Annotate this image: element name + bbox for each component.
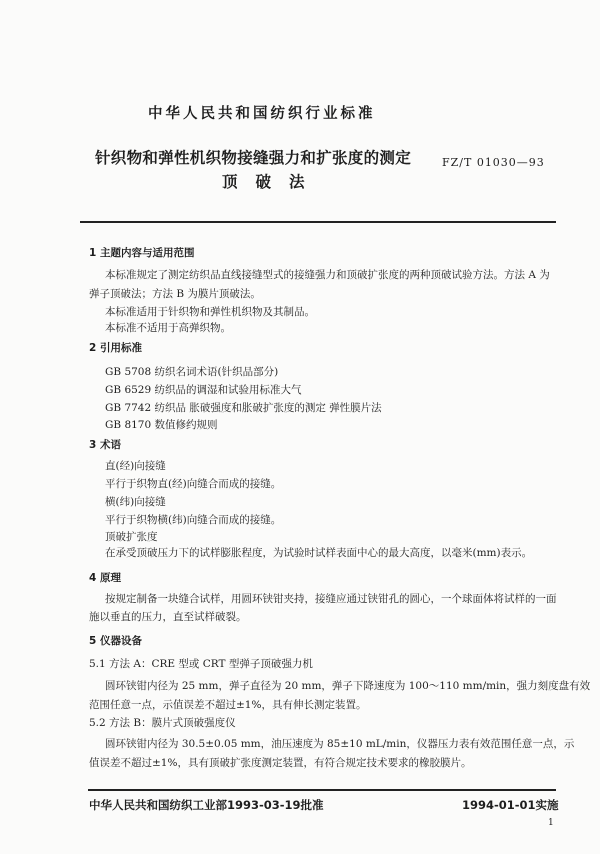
paragraph-line: 本标准适用于针织物和弹性机织物及其制品。 <box>105 306 315 318</box>
paragraph-line: 施以垂直的压力，直至试样破裂。 <box>89 611 247 623</box>
definition: 在承受顶破压力下的试样膨胀程度，为试验时试样表面中心的最大高度，以毫米(mm)表示。 <box>105 547 533 559</box>
reference-item: GB 8170 数值修约规则 <box>105 419 218 431</box>
paragraph-line: 按规定制备一块缝合试样，用圆环铗钳夹持，接缝应通过铗钳孔的圆心，一个球面体将试样的一面 <box>105 593 557 605</box>
reference-item: GB 6529 纺织品的调湿和试验用标准大气 <box>105 384 302 396</box>
section-heading: 5 仪器设备 <box>89 635 142 647</box>
paragraph-line: 本标准规定了测定纺织品直线接缝型式的接缝强力和顶破扩张度的两种顶破试验方法。方法 A 为 <box>105 269 550 281</box>
section-heading: 2 引用标准 <box>89 342 142 354</box>
paragraph-line: 值误差不超过±1%，具有顶破扩张度测定装置，有符合规定技术要求的橡胶膜片。 <box>89 757 472 769</box>
subsection-heading: 5.2 方法 B：膜片式顶破强度仪 <box>89 717 236 729</box>
reference-item: GB 7742 纺织品 胀破强度和胀破扩张度的测定 弹性膜片法 <box>105 402 382 414</box>
paragraph-line: 范围任意一点，示值误差不超过±1%，具有伸长测定装置。 <box>89 699 367 711</box>
term: 顶破扩张度 <box>105 531 158 543</box>
subsection-heading: 5.1 方法 A：CRE 型或 CRT 型弹子顶破强力机 <box>89 658 313 670</box>
standard-title: 针织物和弹性机织物接缝强力和扩张度的测定 <box>95 149 412 167</box>
paragraph-line: 弹子顶破法；方法 B 为膜片顶破法。 <box>89 288 261 300</box>
standard-subtitle: 顶破法 <box>222 173 323 191</box>
section-heading: 4 原理 <box>89 572 121 584</box>
definition: 平行于织物直(经)向缝合而成的接缝。 <box>105 478 282 490</box>
footer-rule <box>88 789 556 791</box>
term: 直(经)向接缝 <box>105 460 166 472</box>
definition: 平行于织物横(纬)向缝合而成的接缝。 <box>105 514 282 526</box>
approval-date: 中华人民共和国纺织工业部1993-03-19批准 <box>89 798 324 812</box>
paragraph-line: 圆环铗钳内径为 25 mm，弹子直径为 20 mm，弹子下降速度为 100～110 mm/min，强力刻度盘有效 <box>105 680 591 692</box>
section-heading: 3 术语 <box>89 439 121 451</box>
effective-date: 1994-01-01实施 <box>462 798 559 812</box>
issuer-heading: 中华人民共和国纺织行业标准 <box>148 106 376 122</box>
term: 横(纬)向接缝 <box>105 496 166 508</box>
paragraph-line: 圆环铗钳内径为 30.5±0.05 mm，油压速度为 85±10 mL/min，仪器压力表有效范围任意一点，示 <box>105 738 575 750</box>
standard-code: FZ/T 01030—93 <box>442 156 545 169</box>
section-heading: 1 主题内容与适用范围 <box>89 247 195 259</box>
reference-item: GB 5708 纺织名词术语(针织品部分) <box>105 366 279 378</box>
page-number: 1 <box>548 818 554 828</box>
header-rule <box>80 221 556 223</box>
paragraph-line: 本标准不适用于高弹织物。 <box>105 322 231 334</box>
